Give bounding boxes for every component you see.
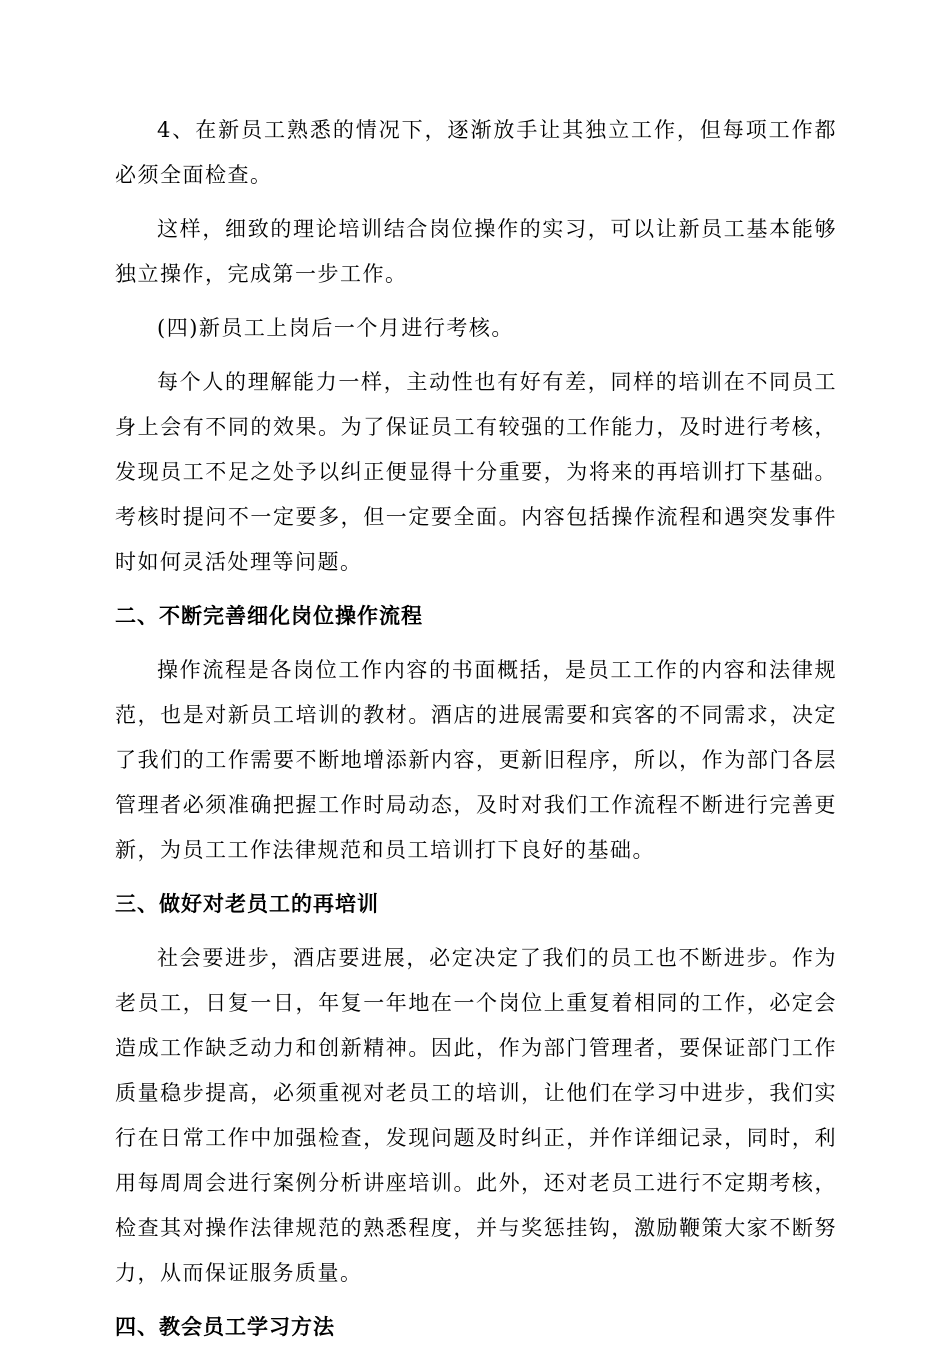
section-heading-2: 二、不断完善细化岗位操作流程 bbox=[115, 604, 423, 628]
section-heading-4: 四、教会员工学习方法 bbox=[115, 1315, 335, 1339]
paragraph-subheading-4: (四)新员工上岗后一个月进行考核。 bbox=[157, 316, 514, 340]
paragraph-operation-process: 操作流程是各岗位工作内容的书面概括，是员工工作的内容和法律规范，也是对新员工培训的教材。酒店的进展需要和宾客的不同需求，决定了我们的工作需要不断地增添新内容，更新旧程序，所以，作为部门各层管理者必须准确把握工作时局动态，及时对我们工作流程不断进行完善更新，为员工工作法律规范和员工培训打下良好的基础。 bbox=[115, 658, 837, 862]
document-page bbox=[115, 108, 837, 1359]
paragraph-step-4: 4、在新员工熟悉的情况下，逐渐放手让其独立工作，但每项工作都必须全面检查。 bbox=[115, 118, 837, 187]
paragraph-retraining: 社会要进步，酒店要进展，必定决定了我们的员工也不断进步。作为老员工，日复一日，年复一年地在一个岗位上重复着相同的工作，必定会造成工作缺乏动力和创新精神。因此，作为部门管理者，要保证部门工作质量稳步提高，必须重视对老员工的培训，让他们在学习中进步，我们实行在日常工作中加强检查，发现问题及时纠正，并作详细记录，同时，利用每周周会进行案例分析讲座培训。此外，还对老员工进行不定期考核，检查其对操作法律规范的熟悉程度，并与奖惩挂钩，激励鞭策大家不断努力，从而保证服务质量。 bbox=[115, 946, 837, 1285]
paragraph-summary: 这样，细致的理论培训结合岗位操作的实习，可以让新员工基本能够独立操作，完成第一步工作。 bbox=[115, 217, 837, 286]
section-heading-3: 三、做好对老员工的再培训 bbox=[115, 892, 379, 916]
paragraph-assessment: 每个人的理解能力一样，主动性也有好有差，同样的培训在不同员工身上会有不同的效果。为了保证员工有较强的工作能力，及时进行考核，发现员工不足之处予以纠正便显得十分重要，为将来的再培训打下基础。考核时提问不一定要多，但一定要全面。内容包括操作流程和遇突发事件时如何灵活处理等问题。 bbox=[115, 370, 837, 574]
